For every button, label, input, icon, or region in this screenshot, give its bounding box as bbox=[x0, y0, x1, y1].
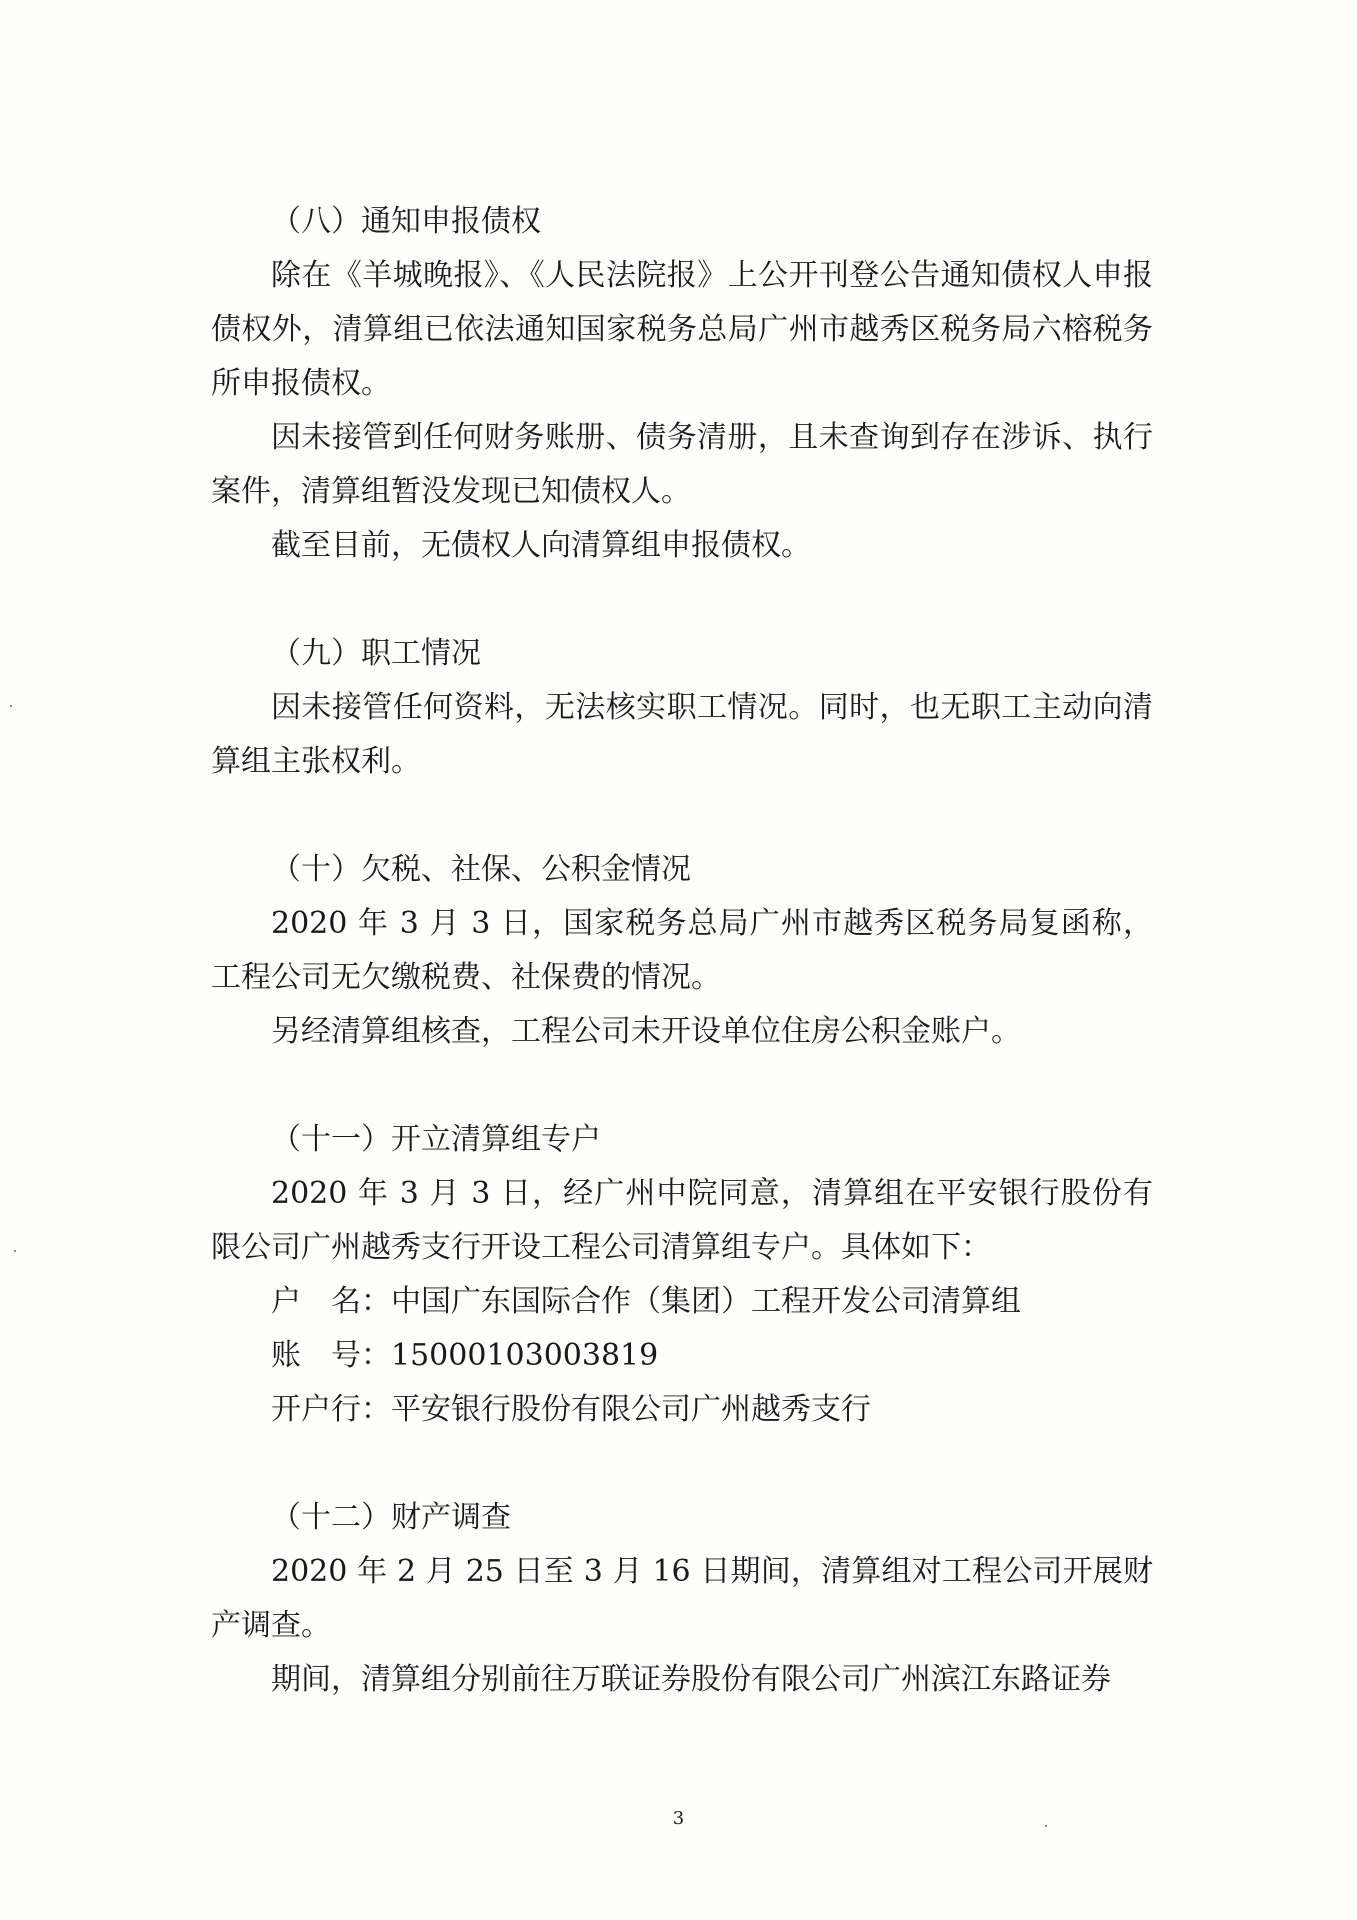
section-8-paragraph-1: 除在《羊城晚报》、《人民法院报》上公开刊登公告通知债权人申报债权外，清算组已依法通知国家税务总局广州市越秀区税务局六榕税务所申报债权。 bbox=[211, 258, 1153, 401]
account-number-line: 账 号：15000103003819 bbox=[271, 1338, 659, 1373]
section-8-heading: （八）通知申报债权 bbox=[271, 204, 541, 239]
section-spacer bbox=[211, 789, 1153, 843]
section-spacer bbox=[211, 573, 1153, 627]
section-8-paragraph-3: 截至目前，无债权人向清算组申报债权。 bbox=[271, 528, 811, 563]
page-number: 3 bbox=[672, 1808, 685, 1829]
scan-speck bbox=[14, 1250, 16, 1252]
section-9-heading: （九）职工情况 bbox=[271, 636, 481, 671]
section-12-paragraph-1: 2020 年 2 月 25 日至 3 月 16 日期间，清算组对工程公司开展财产调查。 bbox=[211, 1554, 1153, 1643]
section-spacer bbox=[211, 1437, 1153, 1491]
account-name-line: 户 名：中国广东国际合作（集团）工程开发公司清算组 bbox=[271, 1284, 1021, 1319]
scan-speck bbox=[1045, 1825, 1047, 1827]
scan-speck bbox=[10, 705, 12, 707]
section-8-paragraph-2: 因未接管到任何财务账册、债务清册，且未查询到存在涉诉、执行案件，清算组暂没发现已知债权人。 bbox=[211, 420, 1153, 509]
section-10-paragraph-2: 另经清算组核查，工程公司未开设单位住房公积金账户。 bbox=[271, 1014, 1021, 1049]
section-12-heading: （十二）财产调查 bbox=[271, 1500, 511, 1535]
section-11-paragraph-1: 2020 年 3 月 3 日，经广州中院同意，清算组在平安银行股份有限公司广州越秀支行开设工程公司清算组专户。具体如下： bbox=[211, 1176, 1153, 1265]
section-9-paragraph-1: 因未接管任何资料，无法核实职工情况。同时，也无职工主动向清算组主张权利。 bbox=[211, 690, 1153, 779]
section-spacer bbox=[211, 1059, 1153, 1113]
section-10-heading: （十）欠税、社保、公积金情况 bbox=[271, 852, 691, 887]
document-body bbox=[211, 195, 1153, 1707]
bank-line: 开户行：平安银行股份有限公司广州越秀支行 bbox=[271, 1392, 871, 1427]
section-12-paragraph-2: 期间，清算组分别前往万联证券股份有限公司广州滨江东路证券 bbox=[271, 1662, 1111, 1697]
section-10-paragraph-1: 2020 年 3 月 3 日，国家税务总局广州市越秀区税务局复函称，工程公司无欠缴税费、社保费的情况。 bbox=[211, 906, 1153, 995]
section-11-heading: （十一）开立清算组专户 bbox=[271, 1122, 601, 1157]
